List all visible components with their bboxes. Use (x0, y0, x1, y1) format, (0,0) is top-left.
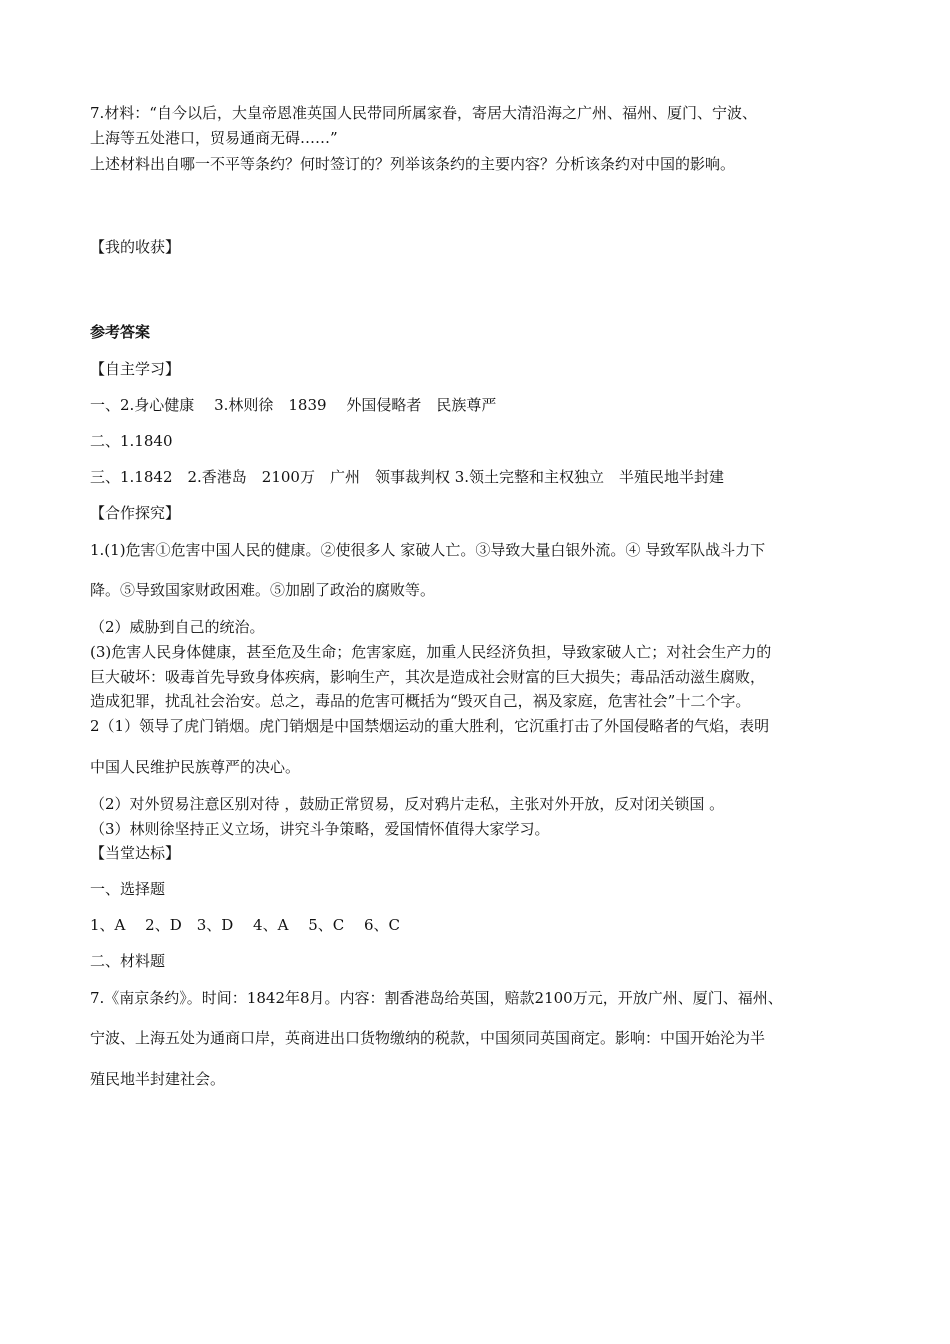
cooperation-line: （3）林则徐坚持正义立场，讲究斗争策略，爱国情怀值得大家学习。 (90, 820, 550, 838)
cooperation-line: 1.(1)危害①危害中国人民的健康。②使很多人 家破人亡。③导致大量白银外流。④ 导致军队战斗力下 (90, 541, 766, 559)
in-class-line: 宁波、上海五处为通商口岸，英商进出口货物缴纳的税款，中国须同英国商定。影响：中国开始沦为半 (90, 1029, 766, 1047)
in-class-line: 二、材料题 (90, 952, 166, 970)
in-class-line: 7.《南京条约》。时间：1842年8月。内容：割香港岛给英国，赔款2100万元，开放广州、厦门、福州、 (90, 989, 783, 1007)
question-7-line-2: 上海等五处港口，贸易通商无碍……” (90, 129, 338, 147)
self-study-heading: 【自主学习】 (90, 360, 181, 378)
cooperation-line: （2）威胁到自己的统治。 (90, 618, 265, 636)
cooperation-line: 造成犯罪，扰乱社会治安。总之，毒品的危害可概括为“毁灭自己，祸及家庭，危害社会”十二个字。 (90, 692, 751, 710)
self-study-line: 一、2.身心健康 3.林则徐 1839 外国侵略者 民族尊严 (90, 396, 497, 414)
self-study-line: 三、1.1842 2.香港岛 2100万 广州 领事裁判权 3.领土完整和主权独立 半殖民地半封建 (90, 468, 725, 486)
harvest-heading: 【我的收获】 (90, 238, 181, 256)
cooperation-line: 2（1）领导了虎门销烟。虎门销烟是中国禁烟运动的重大胜利，它沉重打击了外国侵略者的气焰，表明 (90, 717, 770, 735)
in-class-heading: 【当堂达标】 (90, 844, 181, 862)
in-class-line: 1、A 2、D 3、D 4、A 5、C 6、C (90, 916, 401, 934)
in-class-line: 一、选择题 (90, 880, 166, 898)
cooperation-line: 降。⑤导致国家财政困难。⑤加剧了政治的腐败等。 (90, 581, 436, 599)
answers-title: 参考答案 (90, 323, 151, 341)
self-study-line: 二、1.1840 (90, 432, 173, 450)
cooperation-heading: 【合作探究】 (90, 504, 181, 522)
cooperation-line: 巨大破坏：吸毒首先导致身体疾病，影响生产，其次是造成社会财富的巨大损失；毒品活动滋生腐败， (90, 668, 766, 686)
question-7-line-1: 7.材料：“自今以后，大皇帝恩准英国人民带同所属家眷，寄居大清沿海之广州、福州、厦门、宁波、 (90, 104, 757, 122)
in-class-line: 殖民地半封建社会。 (90, 1070, 226, 1088)
question-7-prompt: 上述材料出自哪一不平等条约？何时签订的？列举该条约的主要内容？分析该条约对中国的影响。 (90, 155, 736, 173)
cooperation-line: （2）对外贸易注意区别对待 ，鼓励正常贸易，反对鸦片走私，主张对外开放，反对闭关锁国 。 (90, 795, 725, 813)
cooperation-line: (3)危害人民身体健康，甚至危及生命；危害家庭，加重人民经济负担，导致家破人亡；对社会生产力的 (90, 643, 772, 661)
cooperation-line: 中国人民维护民族尊严的决心。 (90, 758, 301, 776)
